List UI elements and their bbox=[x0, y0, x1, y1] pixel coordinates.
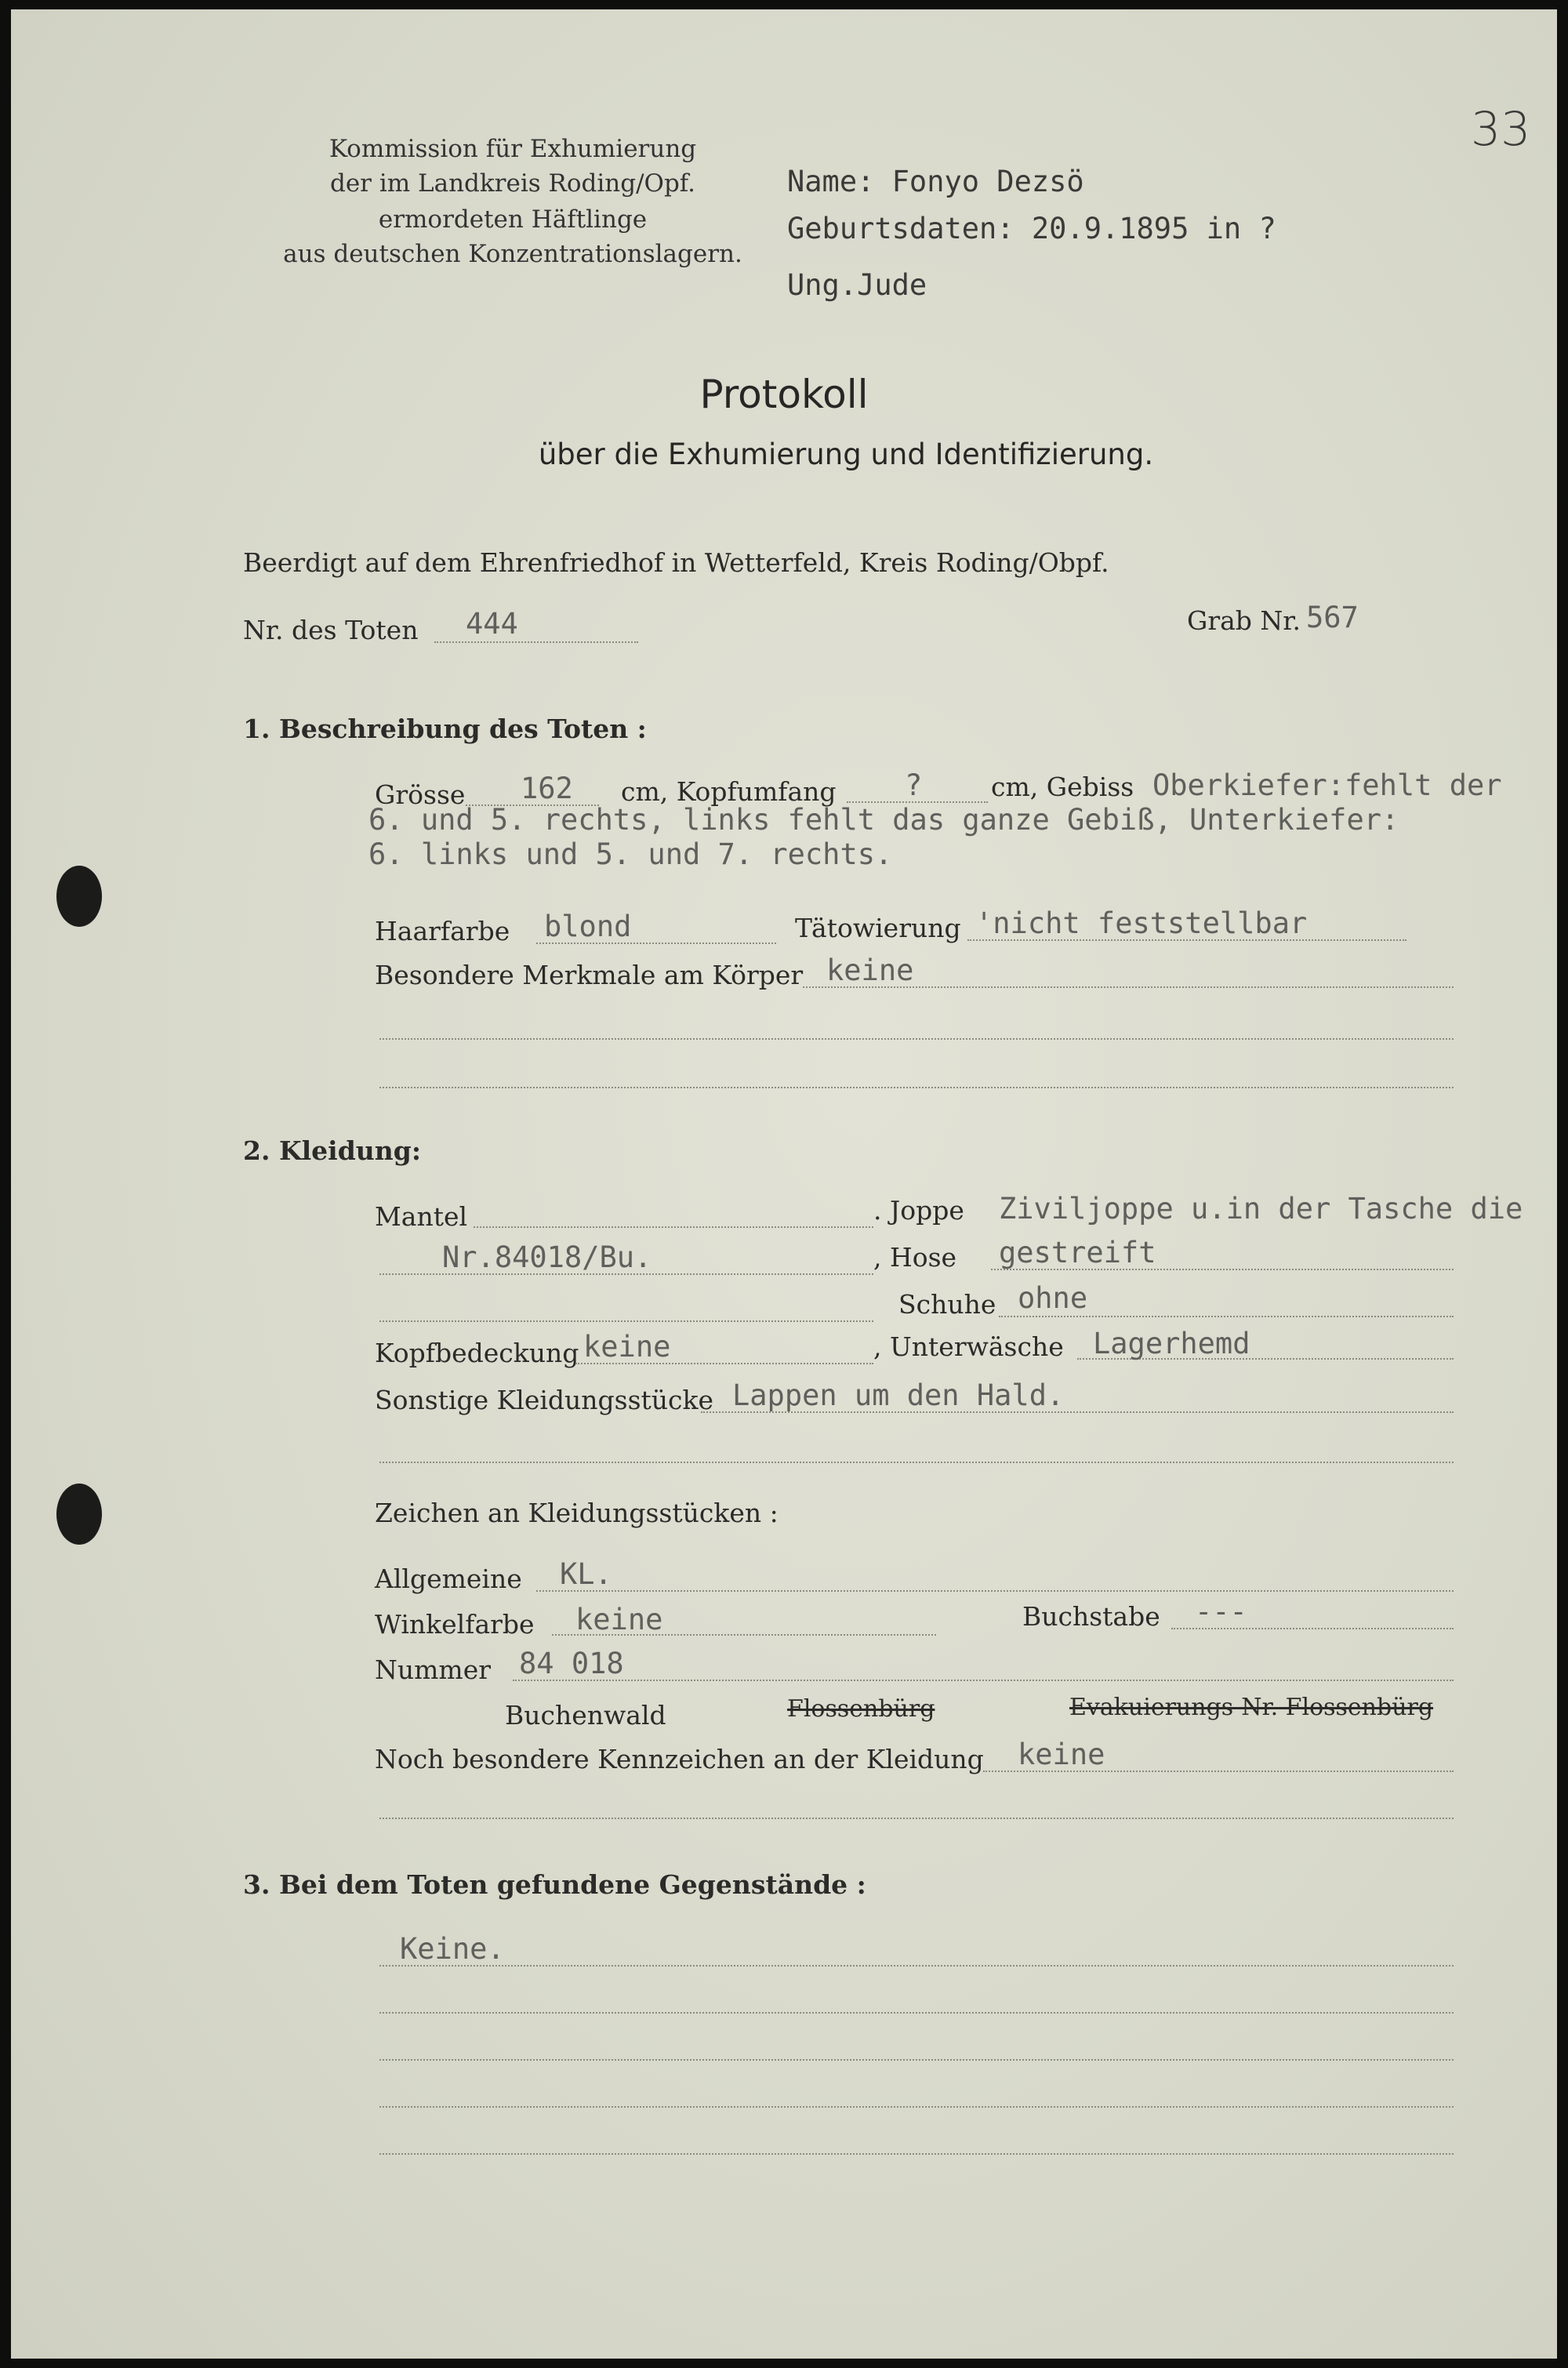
number-label: Nummer bbox=[375, 1654, 492, 1685]
grave-number-label: Grab Nr. bbox=[1187, 605, 1301, 636]
size-label: Grösse bbox=[375, 779, 466, 810]
teeth-line-3: 6. links und 5. und 7. rechts. bbox=[368, 837, 893, 871]
tattoo-label: Tätowierung bbox=[795, 913, 961, 943]
jacket-label: . Joppe bbox=[873, 1195, 964, 1226]
headwear-value: keine bbox=[583, 1330, 671, 1364]
commission-line-3: ermordeten Häftlinge bbox=[378, 205, 648, 234]
jacket-value: Ziviljoppe u.in der Tasche die bbox=[999, 1192, 1523, 1226]
number-value: 84 018 bbox=[519, 1647, 624, 1680]
tattoo-value: 'nicht feststellbar bbox=[975, 906, 1308, 940]
angle-color-label: Winkelfarbe bbox=[375, 1609, 535, 1640]
other-clothing-label: Sonstige Kleidungsstücke bbox=[375, 1385, 714, 1415]
coat-label: Mantel bbox=[375, 1201, 468, 1232]
document-subtitle: über die Exhumierung und Identifizierung. bbox=[538, 438, 1154, 471]
trousers-value: gestreift bbox=[999, 1236, 1156, 1269]
general-value: KL. bbox=[560, 1557, 612, 1591]
other-clothing-value: Lappen um den Hald. bbox=[732, 1378, 1065, 1412]
underwear-label: , Unterwäsche bbox=[873, 1331, 1064, 1362]
grave-number-value: 567 bbox=[1306, 601, 1359, 634]
head-circumference-label: cm, Kopfumfang bbox=[621, 776, 837, 807]
shoes-label: Schuhe bbox=[898, 1289, 996, 1320]
section-3-heading: 3. Bei dem Toten gefundene Gegenstände : bbox=[243, 1869, 866, 1900]
teeth-line-2: 6. und 5. rechts, links fehlt das ganze Gebiß, Unterkiefer: bbox=[368, 803, 1399, 837]
teeth-line-1: Oberkiefer:fehlt der bbox=[1152, 768, 1502, 802]
commission-line-4: aus deutschen Konzentrationslagern. bbox=[283, 240, 742, 268]
commission-line-1: Kommission für Exhumierung bbox=[328, 135, 697, 163]
person-origin: Ung.Jude bbox=[787, 268, 927, 302]
punch-hole bbox=[56, 1484, 102, 1545]
size-value: 162 bbox=[521, 772, 573, 805]
dead-number-value: 444 bbox=[466, 607, 518, 641]
trousers-label: , Hose bbox=[873, 1242, 957, 1273]
section-1-heading: 1. Beschreibung des Toten : bbox=[243, 714, 647, 744]
headwear-label: Kopfbedeckung bbox=[375, 1338, 579, 1368]
buchenwald-label: Buchenwald bbox=[505, 1700, 666, 1731]
person-name: Name: Fonyo Dezsö bbox=[787, 165, 1084, 198]
evacuation-number-label: Evakuierungs-Nr. Flossenbürg bbox=[1069, 1694, 1434, 1721]
punch-hole bbox=[56, 866, 102, 927]
flossenburg-label: Flossenbürg bbox=[787, 1695, 935, 1723]
document-page bbox=[11, 9, 1557, 2359]
special-marks-value: keine bbox=[1018, 1738, 1105, 1771]
general-label: Allgemeine bbox=[375, 1564, 522, 1594]
hair-color-value: blond bbox=[544, 910, 632, 943]
found-items-value: Keine. bbox=[400, 1932, 505, 1966]
commission-line-2: der im Landkreis Roding/Opf. bbox=[329, 169, 696, 198]
hair-color-label: Haarfarbe bbox=[375, 916, 510, 946]
special-marks-label: Noch besondere Kennzeichen an der Kleidung bbox=[375, 1744, 984, 1774]
letter-value: --- bbox=[1195, 1595, 1247, 1629]
section-2-heading: 2. Kleidung: bbox=[243, 1135, 422, 1166]
angle-color-value: keine bbox=[575, 1603, 663, 1636]
jacket-value-continued: Nr.84018/Bu. bbox=[442, 1240, 652, 1274]
teeth-label: cm, Gebiss bbox=[991, 772, 1134, 802]
letter-label: Buchstabe bbox=[1022, 1601, 1160, 1632]
page-number: 33 bbox=[1471, 102, 1531, 157]
person-birth: Geburtsdaten: 20.9.1895 in ? bbox=[787, 212, 1276, 245]
shoes-value: ohne bbox=[1018, 1281, 1088, 1315]
burial-place: Beerdigt auf dem Ehrenfriedhof in Wetterfeld, Kreis Roding/Obpf. bbox=[243, 547, 1109, 578]
dead-number-label: Nr. des Toten bbox=[243, 615, 419, 645]
document-title: Protokoll bbox=[699, 372, 869, 417]
clothing-marks-heading: Zeichen an Kleidungsstücken : bbox=[375, 1498, 779, 1528]
underwear-value: Lagerhemd bbox=[1093, 1327, 1250, 1360]
head-circumference-value: ? bbox=[905, 768, 923, 802]
body-marks-value: keine bbox=[826, 953, 914, 987]
body-marks-label: Besondere Merkmale am Körper bbox=[375, 960, 804, 990]
